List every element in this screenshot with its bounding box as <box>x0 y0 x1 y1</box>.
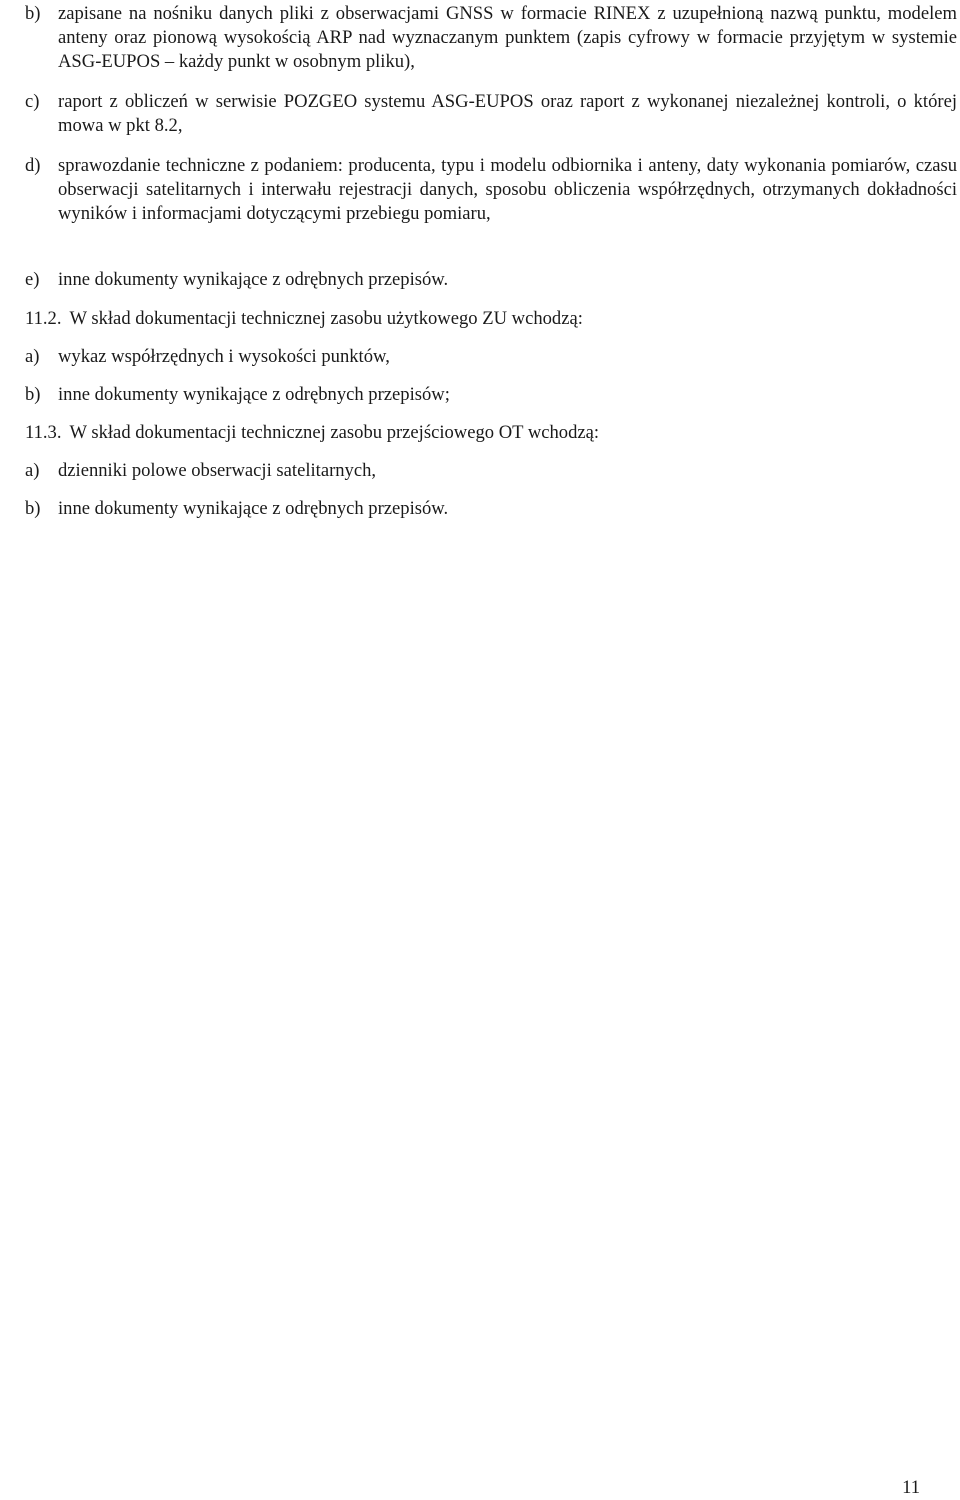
list-item-text: sprawozdanie techniczne z podaniem: producenta, typu i modelu odbiornika i anteny, daty wykonania pomiarów, czasu obserwacji satelitarnych i interwału rejestracji danych, sposobu obliczenia współrzędnych, otrzymanych dokładności wyników i informacjami dotyczącymi przebiegu pomiaru, <box>58 155 957 224</box>
page-number: 11 <box>902 1477 920 1498</box>
list-item-text: wykaz współrzędnych i wysokości punktów, <box>58 346 390 367</box>
list-marker: b) <box>25 384 41 405</box>
section-number: 11.2. <box>25 308 62 329</box>
list-item-text: dzienniki polowe obserwacji satelitarnych, <box>58 460 377 481</box>
list-item-b <box>25 2 957 74</box>
list-item-text: inne dokumenty wynikające z odrębnych przepisów. <box>58 269 449 290</box>
section-text: W skład dokumentacji technicznej zasobu przejściowego OT wchodzą: <box>69 422 600 443</box>
list-item-text: inne dokumenty wynikające z odrębnych przepisów. <box>58 498 449 519</box>
list-item-text: inne dokumenty wynikające z odrębnych przepisów; <box>58 384 450 405</box>
section-11-3-heading <box>25 421 957 445</box>
list-item-11-2-b <box>25 383 957 407</box>
list-item-11-3-a <box>25 459 957 483</box>
section-11-2-heading <box>25 307 957 331</box>
list-marker: c) <box>25 91 40 112</box>
list-marker: b) <box>25 498 41 519</box>
list-marker: b) <box>25 3 41 24</box>
list-item-text: zapisane na nośniku danych pliki z obserwacjami GNSS w formacie RINEX z uzupełnioną nazwą punktu, modelem anteny oraz pionową wysokością ARP nad wyznaczanym punktem (zapis cyfrowy w formacie przyjętym w systemie ASG-EUPOS – każdy punkt w osobnym pliku), <box>58 3 957 72</box>
list-item-text: raport z obliczeń w serwisie POZGEO systemu ASG-EUPOS oraz raport z wykonanej niezależnej kontroli, o której mowa w pkt 8.2, <box>58 91 957 136</box>
list-item-d <box>25 154 957 226</box>
list-marker: e) <box>25 269 40 290</box>
list-marker: d) <box>25 155 41 176</box>
list-item-e <box>25 268 957 292</box>
section-number: 11.3. <box>25 422 62 443</box>
list-item-11-2-a <box>25 345 957 369</box>
list-item-11-3-b <box>25 497 957 521</box>
list-item-c <box>25 90 957 138</box>
list-marker: a) <box>25 346 40 367</box>
list-marker: a) <box>25 460 40 481</box>
section-text: W skład dokumentacji technicznej zasobu użytkowego ZU wchodzą: <box>69 308 583 329</box>
